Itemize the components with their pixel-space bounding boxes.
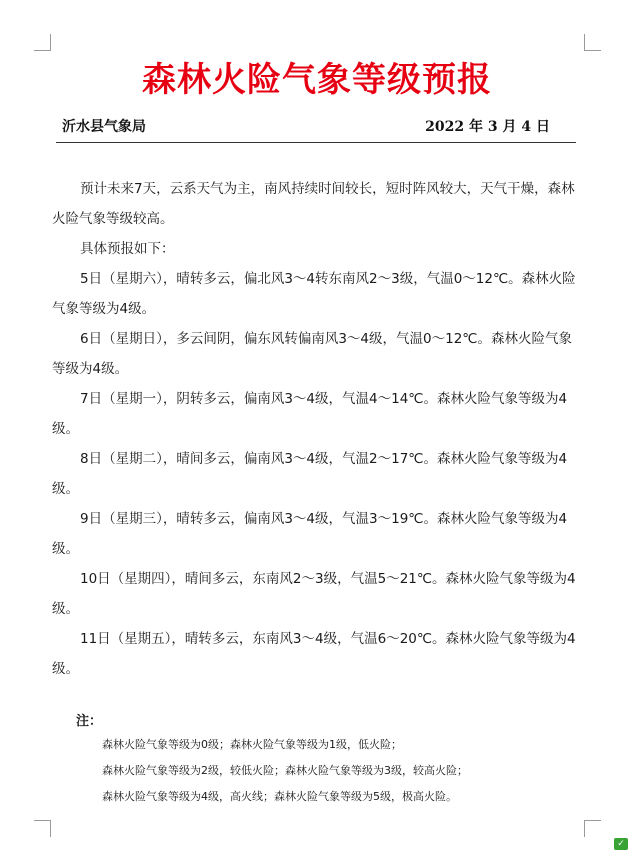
- forecast-day: 6日（星期日），多云间阴，偏东风转偏南风3～4级，气温0～12℃。森林火险气象等级为4级。: [52, 331, 572, 377]
- crop-mark-top-right: [584, 34, 601, 51]
- crop-mark-bottom-left: [34, 820, 51, 837]
- forecast-day: 9日（星期三），晴转多云，偏南风3～4级，气温3～19℃。森林火险气象等级为4级。: [52, 511, 568, 557]
- document-header: [62, 116, 550, 138]
- summary-paragraph: 预计未来7天，云系天气为主，南风持续时间较长，短时阵风较大，天气干燥，森林火险气象等级较高。: [52, 181, 575, 227]
- forecast-day: 5日（星期六），晴转多云，偏北风3～4转东南风2～3级，气温0～12℃。森林火险气象等级为4级。: [52, 271, 576, 317]
- note-line: 森林火险气象等级为2级，较低火险；森林火险气象等级为3级，较高火险；: [102, 764, 468, 777]
- forecast-day: 7日（星期一），阴转多云，偏南风3～4级，气温4～14℃。森林火险气象等级为4级。: [52, 391, 568, 437]
- note-line: 森林火险气象等级为0级；森林火险气象等级为1级，低火险；: [102, 738, 402, 751]
- crop-mark-top-left: [34, 34, 51, 51]
- forecast-day: 10日（星期四），晴间多云，东南风2～3级，气温5～21℃。森林火险气象等级为4级。: [52, 571, 576, 617]
- notes-section: [76, 710, 546, 810]
- crop-mark-bottom-right: [584, 820, 601, 837]
- forecast-day: 8日（星期二），晴间多云，偏南风3～4级，气温2～17℃。森林火险气象等级为4级。: [52, 451, 568, 497]
- document-body: [52, 174, 584, 684]
- header-divider: [56, 142, 576, 143]
- app-badge-icon[interactable]: ✓: [614, 838, 628, 850]
- forecast-day: 11日（星期五），晴转多云，东南风3～4级，气温6～20℃。森林火险气象等级为4级。: [52, 631, 576, 677]
- issue-date: 2022 年 3 月 4 日: [425, 119, 550, 135]
- intro-paragraph: 具体预报如下：: [80, 241, 175, 257]
- notes-label: 注：: [76, 714, 103, 729]
- document-title: 森林火险气象等级预报: [142, 60, 492, 100]
- issuer-name: 沂水县气象局: [62, 119, 146, 135]
- note-line: 森林火险气象等级为4级，高火线；森林火险气象等级为5级，极高火险。: [102, 790, 457, 803]
